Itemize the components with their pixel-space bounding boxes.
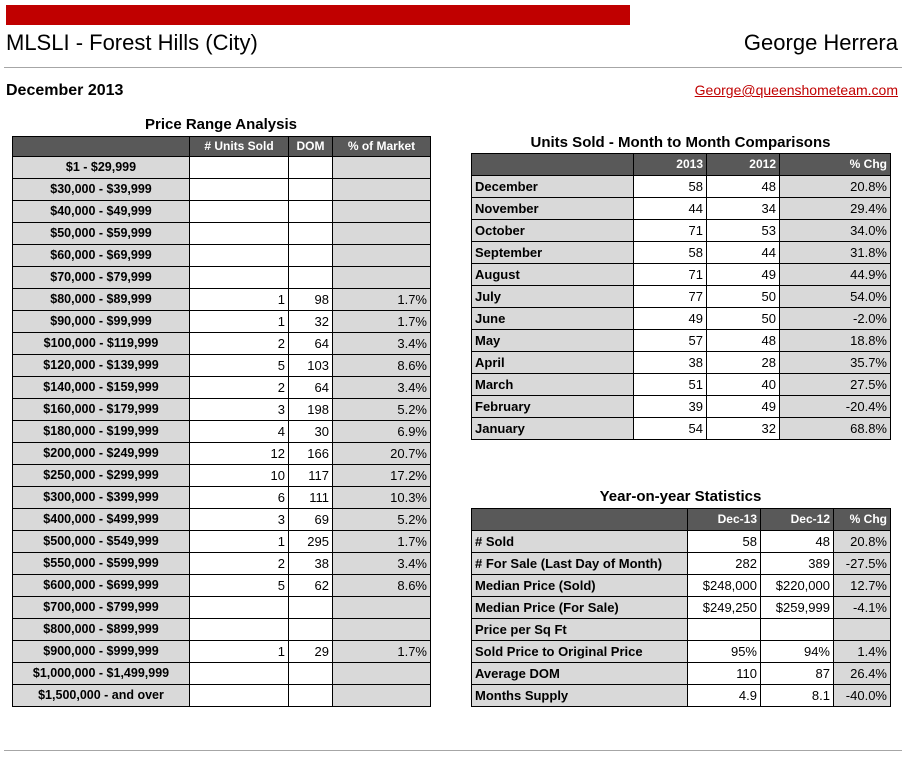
units-2013-value: 58 — [634, 242, 707, 264]
price-range-label: $90,000 - $99,999 — [13, 311, 190, 333]
dom-value: 62 — [289, 575, 333, 597]
dec-13-value: 110 — [688, 663, 761, 685]
table-row — [13, 289, 431, 311]
pct-market-value: 1.7% — [333, 289, 431, 311]
pct-market-value — [333, 267, 431, 289]
col-units-sold: # Units Sold — [190, 137, 289, 157]
units-2013-value: 77 — [634, 286, 707, 308]
table-row — [472, 198, 891, 220]
units-sold-value — [190, 157, 289, 179]
table-row — [13, 663, 431, 685]
table-row — [13, 377, 431, 399]
table-row — [472, 597, 891, 619]
pct-chg-value: 18.8% — [780, 330, 891, 352]
header-corner-cell — [472, 509, 688, 531]
units-sold-value: 4 — [190, 421, 289, 443]
col-dec-13: Dec-13 — [688, 509, 761, 531]
dom-value: 98 — [289, 289, 333, 311]
units-sold-table — [471, 153, 891, 440]
units-sold-value — [190, 597, 289, 619]
units-sold-value: 5 — [190, 575, 289, 597]
col-2012: 2012 — [707, 154, 780, 176]
price-range-label: $600,000 - $699,999 — [13, 575, 190, 597]
month-label: March — [472, 374, 634, 396]
dec-13-value — [688, 619, 761, 641]
table-row — [472, 264, 891, 286]
units-2012-value: 28 — [707, 352, 780, 374]
col-pct-chg: % Chg — [834, 509, 891, 531]
pct-market-value: 5.2% — [333, 509, 431, 531]
pct-chg-value: 1.4% — [834, 641, 891, 663]
dec-12-value: 48 — [761, 531, 834, 553]
pct-market-value — [333, 223, 431, 245]
header-divider — [4, 67, 902, 68]
pct-market-value: 3.4% — [333, 333, 431, 355]
price-range-label: $250,000 - $299,999 — [13, 465, 190, 487]
table-row — [13, 509, 431, 531]
table-row — [472, 308, 891, 330]
pct-chg-value: -2.0% — [780, 308, 891, 330]
month-label: December — [472, 176, 634, 198]
dom-value — [289, 201, 333, 223]
price-range-label: $80,000 - $89,999 — [13, 289, 190, 311]
stat-label: Sold Price to Original Price — [472, 641, 688, 663]
dec-12-value: 87 — [761, 663, 834, 685]
price-range-label: $700,000 - $799,999 — [13, 597, 190, 619]
price-range-caption: Price Range Analysis — [144, 116, 297, 133]
units-sold-value — [190, 685, 289, 707]
units-2012-value: 40 — [707, 374, 780, 396]
stat-label: # Sold — [472, 531, 688, 553]
units-sold-value: 1 — [190, 311, 289, 333]
units-2012-value: 48 — [707, 330, 780, 352]
units-sold-value: 10 — [190, 465, 289, 487]
stat-label: Median Price (For Sale) — [472, 597, 688, 619]
pct-chg-value: 27.5% — [780, 374, 891, 396]
dom-value — [289, 157, 333, 179]
header-red-bar — [6, 5, 630, 25]
stat-label: Price per Sq Ft — [472, 619, 688, 641]
table-row — [472, 176, 891, 198]
units-2013-value: 51 — [634, 374, 707, 396]
table-row — [13, 157, 431, 179]
units-sold-caption: Units Sold - Month to Month Comparisons — [530, 134, 831, 151]
pct-market-value: 3.4% — [333, 553, 431, 575]
units-2013-value: 58 — [634, 176, 707, 198]
pct-market-value: 1.7% — [333, 641, 431, 663]
table-row — [472, 220, 891, 242]
price-range-label: $900,000 - $999,999 — [13, 641, 190, 663]
units-sold-value: 1 — [190, 531, 289, 553]
units-2013-value: 49 — [634, 308, 707, 330]
units-sold-value — [190, 663, 289, 685]
yoy-caption: Year-on-year Statistics — [599, 488, 762, 505]
dom-value: 30 — [289, 421, 333, 443]
table-row — [13, 399, 431, 421]
table-row — [13, 597, 431, 619]
footer-divider — [4, 750, 902, 751]
col-dom: DOM — [289, 137, 333, 157]
agent-name: George Herrera — [743, 30, 898, 55]
table-row — [13, 311, 431, 333]
pct-chg-value: 12.7% — [834, 575, 891, 597]
pct-market-value: 6.9% — [333, 421, 431, 443]
dom-value: 69 — [289, 509, 333, 531]
pct-chg-value: 26.4% — [834, 663, 891, 685]
dom-value — [289, 685, 333, 707]
units-2012-value: 48 — [707, 176, 780, 198]
price-range-label: $500,000 - $549,999 — [13, 531, 190, 553]
col-pct-market: % of Market — [333, 137, 431, 157]
pct-chg-value: 20.8% — [780, 176, 891, 198]
table-row — [13, 443, 431, 465]
table-row — [13, 465, 431, 487]
month-label: July — [472, 286, 634, 308]
price-range-label: $40,000 - $49,999 — [13, 201, 190, 223]
dec-12-value: $220,000 — [761, 575, 834, 597]
pct-market-value: 5.2% — [333, 399, 431, 421]
table-row — [13, 575, 431, 597]
dom-value — [289, 619, 333, 641]
table-row — [472, 531, 891, 553]
month-label: September — [472, 242, 634, 264]
table-row — [13, 267, 431, 289]
table-row — [472, 418, 891, 440]
dom-value: 38 — [289, 553, 333, 575]
price-range-label: $30,000 - $39,999 — [13, 179, 190, 201]
price-range-label: $300,000 - $399,999 — [13, 487, 190, 509]
units-sold-value: 12 — [190, 443, 289, 465]
units-2012-value: 50 — [707, 308, 780, 330]
dom-value — [289, 179, 333, 201]
price-range-label: $60,000 - $69,999 — [13, 245, 190, 267]
dom-value: 111 — [289, 487, 333, 509]
dom-value: 295 — [289, 531, 333, 553]
table-row — [472, 663, 891, 685]
units-2012-value: 44 — [707, 242, 780, 264]
dom-value: 117 — [289, 465, 333, 487]
units-sold-value — [190, 201, 289, 223]
units-sold-value: 5 — [190, 355, 289, 377]
units-2013-value: 38 — [634, 352, 707, 374]
table-row — [13, 201, 431, 223]
pct-market-value: 17.2% — [333, 465, 431, 487]
units-2012-value: 49 — [707, 264, 780, 286]
units-sold-value — [190, 619, 289, 641]
units-2013-value: 71 — [634, 220, 707, 242]
page-title: MLSLI - Forest Hills (City) — [6, 30, 258, 55]
month-label: November — [472, 198, 634, 220]
table-row — [472, 553, 891, 575]
units-sold-value: 2 — [190, 377, 289, 399]
units-sold-value: 1 — [190, 641, 289, 663]
pct-chg-value: 54.0% — [780, 286, 891, 308]
units-2012-value: 34 — [707, 198, 780, 220]
pct-market-value: 3.4% — [333, 377, 431, 399]
units-2013-value: 39 — [634, 396, 707, 418]
dec-13-value: $248,000 — [688, 575, 761, 597]
price-range-label: $1,000,000 - $1,499,999 — [13, 663, 190, 685]
dom-value: 32 — [289, 311, 333, 333]
pct-market-value — [333, 685, 431, 707]
units-sold-value: 2 — [190, 553, 289, 575]
units-2012-value: 32 — [707, 418, 780, 440]
pct-market-value — [333, 201, 431, 223]
header-corner-cell — [472, 154, 634, 176]
month-label: August — [472, 264, 634, 286]
table-row — [472, 352, 891, 374]
table-row — [13, 487, 431, 509]
pct-market-value: 20.7% — [333, 443, 431, 465]
units-sold-value — [190, 223, 289, 245]
dom-value: 64 — [289, 377, 333, 399]
stat-label: # For Sale (Last Day of Month) — [472, 553, 688, 575]
table-row — [472, 685, 891, 707]
pct-chg-value: -40.0% — [834, 685, 891, 707]
table-row — [13, 531, 431, 553]
stat-label: Months Supply — [472, 685, 688, 707]
dom-value: 166 — [289, 443, 333, 465]
price-range-label: $800,000 - $899,999 — [13, 619, 190, 641]
month-label: January — [472, 418, 634, 440]
price-range-label: $400,000 - $499,999 — [13, 509, 190, 531]
agent-email-link[interactable]: George@queenshometeam.com — [694, 82, 898, 98]
units-sold-value — [190, 267, 289, 289]
table-row — [13, 421, 431, 443]
table-row — [472, 330, 891, 352]
pct-chg-value: 68.8% — [780, 418, 891, 440]
table-row — [472, 242, 891, 264]
col-2013: 2013 — [634, 154, 707, 176]
dec-12-value: 389 — [761, 553, 834, 575]
pct-market-value — [333, 157, 431, 179]
units-sold-value: 6 — [190, 487, 289, 509]
price-range-label: $140,000 - $159,999 — [13, 377, 190, 399]
units-2012-value: 49 — [707, 396, 780, 418]
pct-chg-value: -4.1% — [834, 597, 891, 619]
dom-value: 64 — [289, 333, 333, 355]
pct-chg-value — [834, 619, 891, 641]
dec-13-value: $249,250 — [688, 597, 761, 619]
price-range-table — [12, 136, 431, 707]
dom-value: 29 — [289, 641, 333, 663]
table-row — [472, 374, 891, 396]
price-range-label: $180,000 - $199,999 — [13, 421, 190, 443]
price-range-label: $50,000 - $59,999 — [13, 223, 190, 245]
pct-chg-value: 34.0% — [780, 220, 891, 242]
pct-market-value: 8.6% — [333, 575, 431, 597]
pct-market-value: 1.7% — [333, 531, 431, 553]
dom-value — [289, 597, 333, 619]
dec-13-value: 282 — [688, 553, 761, 575]
table-row — [472, 575, 891, 597]
table-header-row — [13, 137, 431, 157]
pct-market-value — [333, 597, 431, 619]
stat-label: Median Price (Sold) — [472, 575, 688, 597]
pct-chg-value: 44.9% — [780, 264, 891, 286]
price-range-label: $70,000 - $79,999 — [13, 267, 190, 289]
dom-value: 103 — [289, 355, 333, 377]
col-dec-12: Dec-12 — [761, 509, 834, 531]
price-range-label: $200,000 - $249,999 — [13, 443, 190, 465]
stat-label: Average DOM — [472, 663, 688, 685]
yoy-stats-table — [471, 508, 891, 707]
table-row — [13, 553, 431, 575]
dom-value — [289, 245, 333, 267]
dom-value — [289, 267, 333, 289]
pct-market-value — [333, 619, 431, 641]
pct-chg-value: 35.7% — [780, 352, 891, 374]
pct-market-value: 10.3% — [333, 487, 431, 509]
month-label: February — [472, 396, 634, 418]
price-range-label: $100,000 - $119,999 — [13, 333, 190, 355]
pct-market-value: 1.7% — [333, 311, 431, 333]
dec-13-value: 95% — [688, 641, 761, 663]
dec-13-value: 58 — [688, 531, 761, 553]
price-range-label: $120,000 - $139,999 — [13, 355, 190, 377]
header-corner-cell — [13, 137, 190, 157]
pct-market-value: 8.6% — [333, 355, 431, 377]
month-label: October — [472, 220, 634, 242]
table-row — [13, 355, 431, 377]
pct-chg-value: 20.8% — [834, 531, 891, 553]
dec-12-value: $259,999 — [761, 597, 834, 619]
dec-12-value — [761, 619, 834, 641]
table-row — [13, 619, 431, 641]
units-sold-value: 3 — [190, 509, 289, 531]
price-range-label: $1 - $29,999 — [13, 157, 190, 179]
table-row — [472, 396, 891, 418]
table-row — [472, 286, 891, 308]
report-period: December 2013 — [6, 82, 124, 99]
table-row — [13, 223, 431, 245]
units-sold-value — [190, 179, 289, 201]
units-2013-value: 54 — [634, 418, 707, 440]
units-sold-value — [190, 245, 289, 267]
pct-chg-value: -20.4% — [780, 396, 891, 418]
pct-market-value — [333, 663, 431, 685]
month-label: May — [472, 330, 634, 352]
pct-chg-value: 29.4% — [780, 198, 891, 220]
table-header-row — [472, 154, 891, 176]
dec-12-value: 8.1 — [761, 685, 834, 707]
units-sold-value: 3 — [190, 399, 289, 421]
month-label: June — [472, 308, 634, 330]
units-2013-value: 44 — [634, 198, 707, 220]
table-header-row — [472, 509, 891, 531]
units-sold-value: 2 — [190, 333, 289, 355]
table-row — [472, 641, 891, 663]
table-row — [13, 333, 431, 355]
month-label: April — [472, 352, 634, 374]
table-row — [13, 245, 431, 267]
price-range-label: $550,000 - $599,999 — [13, 553, 190, 575]
dom-value — [289, 663, 333, 685]
dec-12-value: 94% — [761, 641, 834, 663]
table-row — [13, 179, 431, 201]
price-range-label: $160,000 - $179,999 — [13, 399, 190, 421]
units-2012-value: 50 — [707, 286, 780, 308]
dom-value: 198 — [289, 399, 333, 421]
col-pct-chg: % Chg — [780, 154, 891, 176]
table-row — [13, 685, 431, 707]
dom-value — [289, 223, 333, 245]
pct-chg-value: 31.8% — [780, 242, 891, 264]
dec-13-value: 4.9 — [688, 685, 761, 707]
table-row — [472, 619, 891, 641]
price-range-label: $1,500,000 - and over — [13, 685, 190, 707]
pct-market-value — [333, 245, 431, 267]
pct-chg-value: -27.5% — [834, 553, 891, 575]
pct-market-value — [333, 179, 431, 201]
units-2013-value: 71 — [634, 264, 707, 286]
table-row — [13, 641, 431, 663]
units-2013-value: 57 — [634, 330, 707, 352]
units-sold-value: 1 — [190, 289, 289, 311]
units-2012-value: 53 — [707, 220, 780, 242]
